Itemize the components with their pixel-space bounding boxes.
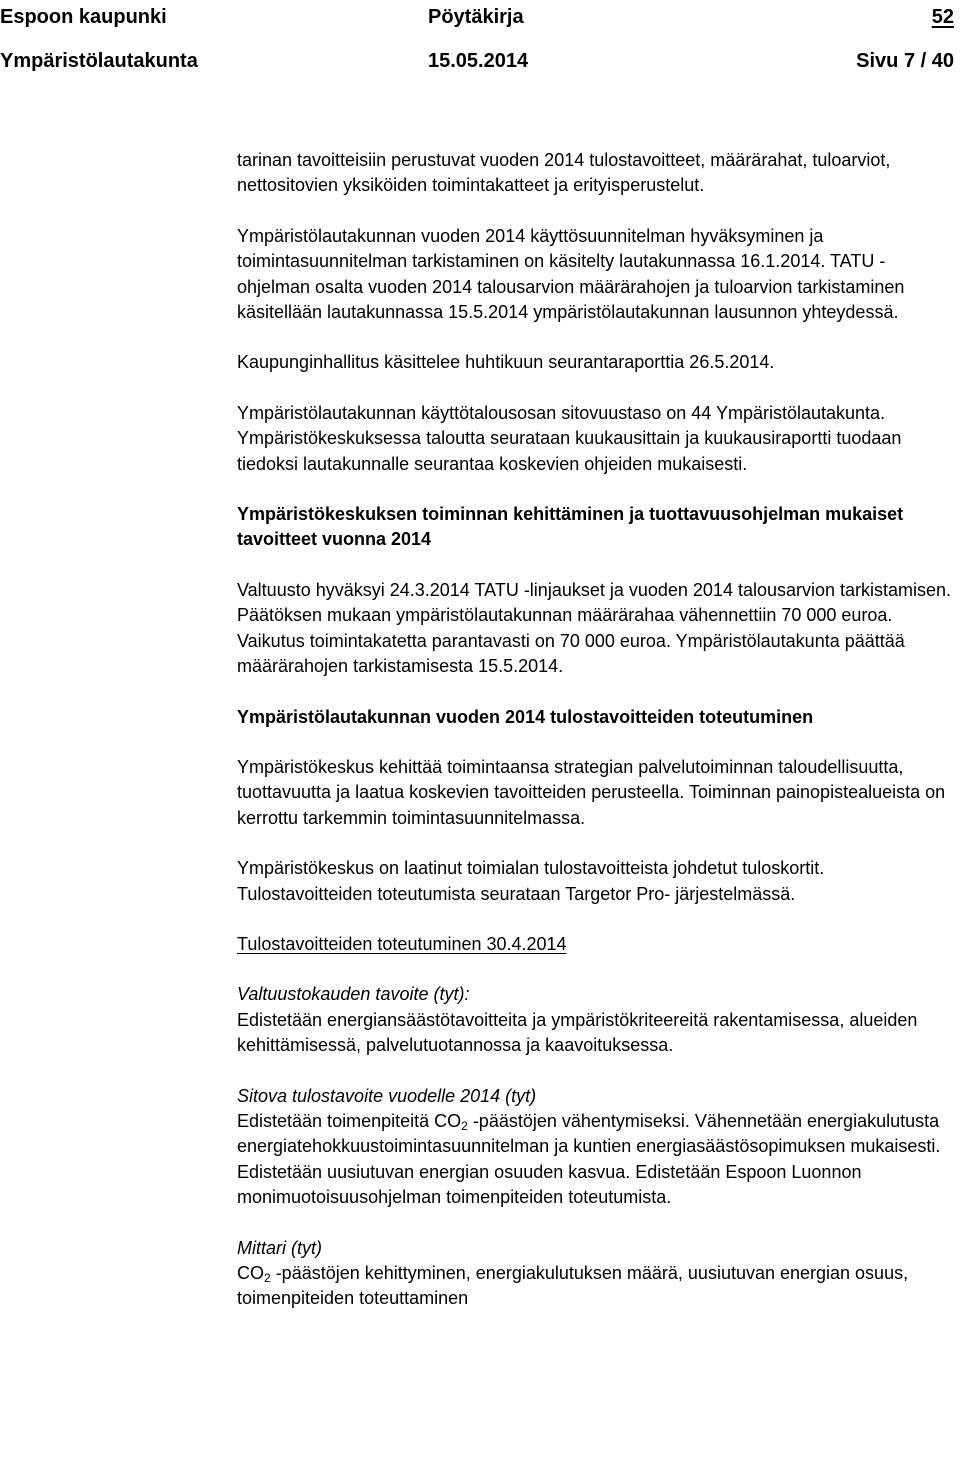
section-heading: Ympäristökeskuksen toiminnan kehittäminen ja tuottavuusohjelman mukaiset tavoitteet vuonna 2014 <box>237 504 904 550</box>
text-run: -päästöjen vähentymiseksi. Vähennetään energiakulutusta energiatehokkuustoimintasuunnitelman ja kuntien energiasäästösopimuksen mukaisesti. <box>237 1110 941 1157</box>
municipality-name: Espoon kaupunki <box>0 6 167 28</box>
paragraph: tarinan tavoitteisiin perustuvat vuoden 2014 tulostavoitteet, määrärahat, tuloarviot, nettositovien yksiköiden toimintakatteet ja erityisperustelut. <box>237 150 891 196</box>
italic-label: Valtuustokauden tavoite (tyt): <box>237 984 470 1005</box>
paragraph <box>237 1109 952 1160</box>
paragraph <box>237 1261 952 1312</box>
text-run: -päästöjen kehittyminen, energiakulutuksen määrä, uusiutuvan energian osuus, toimenpiteiden toteuttaminen <box>237 1263 909 1309</box>
document-body <box>237 148 952 1312</box>
subscript: 2 <box>264 1271 271 1285</box>
italic-label: Mittari (tyt) <box>237 1237 322 1258</box>
section-heading: Ympäristölautakunnan vuoden 2014 tulostavoitteiden toteutuminen <box>237 706 814 727</box>
page-number: Sivu 7 / 40 <box>856 50 954 72</box>
underlined-heading: Tulostavoitteiden toteutuminen 30.4.2014 <box>237 933 567 954</box>
page-header <box>0 0 960 80</box>
paragraph: Ympäristökeskus kehittää toimintaansa strategian palvelutoiminnan taloudellisuutta, tuottavuutta ja laatua koskevien tavoitteiden perusteella. Toiminnan painopistealueista on kerrottu tarkemmin toimintasuunnitelmassa. <box>237 756 946 828</box>
paragraph: Edistetään uusiutuvan energian osuuden kasvua. Edistetään Espoon Luonnon monimuotoisuusohjelman toimenpiteiden toteutumista. <box>237 1161 862 1208</box>
paragraph: Valtuusto hyväksyi 24.3.2014 TATU -linjaukset ja vuoden 2014 talousarvion tarkistamisen. Päätöksen mukaan ympäristölautakunnan määrärahaa vähennettiin 70 000 euroa. Vaikutus toimintakatetta parantavasti on 70 000 euroa. Ympäristölautakunta päättää määrärahojen tarkistamisesta 15.5.2014. <box>237 579 952 677</box>
paragraph: Ympäristölautakunnan vuoden 2014 käyttösuunnitelman hyväksyminen ja toimintasuunnitelman tarkistaminen on käsitelty lautakunnassa 16.1.2014. TATU -ohjelman osalta vuoden 2014 talousarvion määrärahojen ja tuloarvion tarkistaminen käsitellään lautakunnassa 15.5.2014 ympäristölautakunnan lausunnon yhteydessä. <box>237 225 905 323</box>
text-run: CO <box>237 1263 264 1283</box>
paragraph: Edistetään energiansäästötavoitteita ja ympäristökriteereitä rakentamisessa, alueiden kehittämisessä, palvelutuotannossa ja kaavoituksessa. <box>237 1009 918 1056</box>
meeting-date: 15.05.2014 <box>428 50 529 72</box>
italic-label: Sitova tulostavoite vuodelle 2014 (tyt) <box>237 1085 537 1106</box>
document-type: Pöytäkirja <box>428 6 524 28</box>
section-number: 52 <box>931 6 954 28</box>
paragraph: Ympäristökeskus on laatinut toimialan tulostavoitteista johdetut tuloskortit. Tulostavoitteiden toteutumista seurataan Targetor Pro- järjestelmässä. <box>237 858 825 904</box>
subscript: 2 <box>461 1118 468 1133</box>
paragraph: Ympäristölautakunnan käyttötalousosan sitovuustaso on 44 Ympäristölautakunta. Ympäristökeskuksessa taloutta seurataan kuukausittain ja kuukausiraportti tuodaan tiedoksi lautakunnalle seurantaa koskevien ohjeiden mukaisesti. <box>237 402 902 474</box>
paragraph: Kaupunginhallitus käsittelee huhtikuun seurantaraporttia 26.5.2014. <box>237 352 775 373</box>
text-run: Edistetään toimenpiteitä CO <box>237 1110 462 1131</box>
board-name: Ympäristölautakunta <box>0 50 198 72</box>
